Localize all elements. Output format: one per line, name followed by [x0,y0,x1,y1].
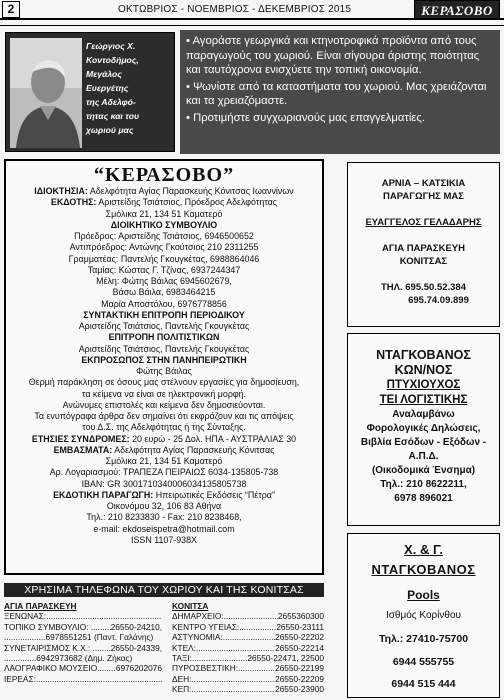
phone-number: 26550-24339, [110,642,162,653]
phone-label: ΔΕΗ: [172,673,192,684]
ad-line: Βιβλία Εσόδων - Εξόδων - [360,437,487,448]
masthead-line [6,445,322,456]
masthead-line-text: Τηλ.: 210 8233830 - Fax: 210 8238468, [86,512,242,523]
header-divider [0,22,504,26]
ad-phone: 6944 555755 [392,656,455,668]
phone-entry [172,684,324,694]
dot-leader [223,632,275,642]
phones-left-heading: ΑΓΙΑ ΠΑΡΑΣΚΕΥΗ [4,601,77,611]
dot-leader [191,674,275,684]
phones-left-list [4,611,162,684]
ad-phone: ΤΗΛ. 695.50.52.384 [380,282,467,293]
masthead-line-text: Σμόλικα 21, 134 51 Καματερό [105,208,223,219]
dot-leader [102,643,111,653]
page-number: 2 [2,1,20,18]
phone-label: ΚΤΕΛ: [172,642,196,653]
masthead-line-label: ΕΠΙΤΡΟΠΗ ΠΟΛΙΤΙΣΤΙΚΩΝ [108,332,220,343]
masthead-line [6,377,322,388]
ad-phone: 695.74.09.899 [408,295,469,306]
quote-line: της Αδελφό- [86,97,136,107]
ad-phone: 6978 896021 [394,493,453,504]
ad-line: ΝΤΑΓΚΟΒΑΝΟΣ [371,562,476,577]
masthead-line-label: ΔΙΟΙΚΗΤΙΚΟ ΣΥΜΒΟΥΛΙΟ [110,219,218,230]
ad-line: ΝΤΑΓΚΟΒΑΝΟΣ [376,348,471,362]
masthead-line-label: ΕΚΔΟΤΗΣ: [50,197,97,208]
masthead-line [6,422,322,433]
masthead-line-text: Μέλη: Φώτης Βάιλας 6945602679, [96,276,232,286]
masthead-line [6,265,322,276]
phone-number: 26550-22202 [275,632,324,643]
masthead-line [6,535,322,546]
masthead-line-text: Θερμή παράκληση σε όσους μας στέλνουν εργασίες για δημοσίευση, [28,377,300,388]
phone-number: ..................6978551251 (Παντ. Γαλάνης) [4,632,154,643]
ad-line: Χ. & Γ. [404,542,443,557]
dot-leader [239,622,276,632]
phone-number: 26550-22471, 22500 [247,653,324,664]
masthead-line [6,287,322,298]
dot-leader [46,611,162,621]
quote-line: Μεγάλος [86,69,122,79]
ad-pools [347,533,500,698]
masthead-line-text: Ανώνυμες επιστολές και κείμενα δεν δημοσιεύονται. [62,399,266,410]
masthead-logo: ΚΕΡΑΣΟΒΟ [414,0,500,19]
phone-label: ΔΗΜΑΡΧΕΙΟ: [172,611,224,622]
ad-line: ΕΥΑΓΓΕΛΟΣ ΓΕΛΑΔΑΡΗΣ [365,217,482,228]
dot-leader [100,622,111,632]
masthead-line [6,321,322,332]
dot-leader [238,663,275,673]
masthead-line [6,479,322,490]
masthead-line-text: Αδελφότητα Αγίας Παρασκευής Κόνιτσας Ιωαννίνων [87,186,294,196]
masthead-line-text: τα κείμενα να είναι σε ηλεκτρονική μορφή. [81,388,247,399]
ad-line: ΚΟΝΙΤΣΑΣ [399,256,448,267]
phone-entry [4,611,162,621]
masthead-line [6,501,322,512]
phone-number: 26550-22214 [275,642,324,653]
phone-label: ΚΕΝΤΡΟ ΥΓΕΙΑΣ: [172,621,240,632]
masthead-line [6,242,322,253]
masthead-line [6,186,322,197]
dot-leader [192,653,247,663]
masthead-line [6,411,322,422]
masthead-line [6,310,322,321]
phone-entry [172,663,324,673]
phone-number: 26550-24210, [110,621,162,632]
masthead-line [6,231,322,242]
phone-entry [4,643,162,653]
masthead-line-text: ISSN 1107-938X [131,534,197,545]
masthead-line-label: ΕΤΗΣΙΕΣ ΣΥΝΔΡΟΜΕΣ: [31,433,130,444]
promo-item: • Προτιμήστε συγχωριανούς μας επαγγελματίες. [186,111,426,124]
masthead-line [6,276,322,287]
masthead-line-text: Αριστείδης Τσιάτσιος, Παντελής Γκουγκέτας [78,321,250,331]
phone-entry [172,611,324,621]
masthead-line-text: IBAN: GR 3001710340006034135805738 [81,478,247,489]
masthead-line-text: Ηπειρωτικές Εκδόσεις “Πέτρα” [153,489,275,500]
ad-line: (Οικοδομικά Ένσημα) [371,465,476,476]
phones-title: ΧΡΗΣΙΜΑ ΤΗΛΕΦΩΝΑ ΤΟΥ ΧΩΡΙΟΥ ΚΑΙ ΤΗΣ ΚΟΝΙΤΣΑΣ [4,583,324,597]
promo-box [180,30,500,154]
masthead-line-label: ΙΔΙΟΚΤΗΣΙΑ: [34,186,88,196]
masthead-line [6,467,322,478]
masthead-line [6,512,322,523]
phones-right-heading: ΚΟΝΙΤΣΑ [172,601,209,611]
ad-line: ΤΕΙ ΛΟΓΙΣΤΙΚΗΣ [379,394,468,406]
masthead-line-text: Γραμματέας: Παντελής Γκουγκέτας, 6988864046 [68,253,260,264]
ad-line: ΠΤΥΧΙΟΥΧΟΣ [386,379,461,391]
promo-item: • Ψωνίστε από τα καταστήματα του χωριού. Μας χρειάζονται και τα χρειαζόμαστε. [186,80,487,107]
phones-right-list [172,611,324,694]
phone-entry [172,653,324,663]
masthead-line-text: Αντιπρόεδρος: Αντώνης Γκούτσιος 210 2311255 [69,242,259,253]
phone-label: ΛΑΟΓΡΑΦΙΚΟ ΜΟΥΣΕΙΟ [4,663,98,674]
phones-left-column [4,601,162,684]
masthead-line [6,389,322,400]
quote-line: Κοντοδήμος, [86,55,139,65]
masthead-line [6,254,322,265]
ad-lambs [347,162,500,327]
phone-entry [172,643,324,653]
ad-line: Ισθμός Κορίνθου [385,610,462,621]
phone-entry [172,622,324,632]
page-header [0,0,504,20]
masthead-line [6,344,322,355]
masthead-line-text: Αριστείδης Τσιάτσιος, Παντελής Γκουγκέτας [78,343,250,354]
masthead-line-text: Αριστείδης Τσιάτσιος, Πρόεδρος Αδελφότητας [96,197,278,208]
masthead-line-text: Μαρία Αποστόλου, 6976778856 [101,298,227,309]
ad-line: Φορολογικές Δηλώσεις, [366,423,481,434]
masthead-line-text: Τα ενυπόγραφα άρθρα δεν σημαίνει ότι εκφράζουν και τις απόψεις [34,411,294,421]
ad-line: ΚΩΝ/ΝΟΣ [394,363,453,377]
masthead-line [6,490,322,501]
masthead-line [6,400,322,411]
ad-line: Α.Π.Δ. [408,451,439,462]
phone-number: 26550-22209 [275,673,324,684]
ad-phone: Τηλ.: 27410-75700 [378,633,469,645]
phone-entry [4,632,162,642]
masthead-line [6,434,322,445]
masthead-title: “ΚΕΡΑΣΟΒΟ” [93,164,235,186]
quote-line: τητας και του [86,111,140,121]
masthead-line-text: Ταμίας: Κώστας Γ. Τζίνας, 6937244347 [87,264,241,275]
phone-label: ΤΑΞΙ: [172,653,192,664]
dot-leader [97,663,116,673]
phone-number: 26550-22199 [275,663,324,674]
ad-line: ΠΑΡΑΓΩΓΗΣ ΜΑΣ [383,191,464,202]
phone-label: ΚΕΠ: [172,684,192,695]
masthead-line [6,197,322,208]
phone-number: 6976202076 [115,663,162,674]
phone-entry [172,674,324,684]
phone-label: ΣΥΝΕΤΑΙΡΙΣΜΟΣ Κ.Χ.: .... [4,642,102,653]
masthead-line-label: ΕΜΒΑΣΜΑΤΑ: [53,444,113,455]
ad-phone: 6944 515 444 [391,678,456,690]
ad-accountant [347,333,500,526]
masthead-line-label: ΣΥΝΤΑΚΤΙΚΗ ΕΠΙΤΡΟΠΗ ΠΕΡΙΟΔΙΚΟΥ [83,309,245,320]
masthead-line-label: ΕΚΔΟΤΙΚΗ ΠΑΡΑΓΩΓΗ: [53,489,154,500]
portrait-photo [10,38,82,148]
masthead-line [6,299,322,310]
masthead-line [6,332,322,343]
masthead-line-text: Φώτης Βάιλας [136,366,192,376]
phone-entry [4,622,162,632]
phone-number: ..............6942973682 (Δημ. Ζήκας) [4,653,133,664]
dedication-text [86,39,174,137]
phone-number: 26550-23900 [275,684,324,695]
quote-line: Ευεργέτης [86,83,129,93]
masthead-line [6,220,322,231]
ad-line: Αναλαμβάνω [392,409,455,420]
ad-line: Pools [407,588,440,602]
masthead-line-text: e-mail: ekdoseispetra@hotmail.com [93,523,235,534]
quote-line: Γεώργιος Χ. [86,41,136,51]
dot-leader [36,674,162,684]
masthead-line-text: Πρόεδρος: Αριστείδης Τσιάτσιος, 6946500652 [74,231,254,241]
phone-entry [4,663,162,673]
masthead-line-text: 20 ευρώ - 25 Δολ. ΗΠΑ - ΑΥΣΤΡΑΛΙΑΣ 30 [129,433,297,444]
masthead-line-text: Σμόλικα 21, 134 51 Καματερό [105,456,223,466]
dot-leader [191,684,275,694]
quote-line: χωριού μας [86,125,134,135]
masthead-line [6,355,322,366]
ad-phone: Τηλ.: 210 8622211, [380,479,467,490]
phone-entry [4,674,162,684]
masthead-box [4,159,324,575]
masthead-line [6,366,322,377]
masthead-line-text: του Δ.Σ. της Αδελφότητας ή της Σύνταξης. [82,422,246,433]
dedication-box [5,32,175,152]
issue-date: ΟΚΤΩΒΡΙΟΣ - ΝΟΕΜΒΡΙΟΣ - ΔΕΚΕΜΒΡΙΟΣ 2015 [118,4,352,15]
masthead-line [6,456,322,467]
phone-label: ΠΥΡΟΣΒΕΣΤΙΚΗ: [172,663,239,674]
dot-leader [224,611,278,621]
phone-label: ΤΟΠΙΚΟ ΣΥΜΒΟΥΛΙΟ: .... [4,621,101,632]
masthead-line [6,209,322,220]
phone-number: 26550-23111 [276,621,324,632]
phones-right-column [172,601,324,695]
dot-leader [196,643,275,653]
phone-number: 2655360300 [277,611,324,622]
phone-entry [4,653,162,663]
phone-entry [172,632,324,642]
masthead-line-label: ΕΚΠΡΟΣΩΠΟΣ ΣΤΗΝ ΠΑΝΗΠΕΙΡΩΤΙΚΗ [81,354,247,365]
phone-label: ΑΣΤΥΝΟΜΙΑ: [172,632,223,643]
ad-line: ΑΡΝΙΑ – ΚΑΤΣΙΚΙΑ [381,178,466,189]
phone-label: ΞΕΝΩΝΑΣ: [4,611,47,622]
masthead-lines [6,186,322,546]
masthead-line-text: Αδελφότητα Αγίας Παρασκευής Κόνιτσας [112,444,275,455]
masthead-line [6,524,322,535]
phone-label: ΙΕΡΕΑΣ: [4,673,36,684]
ad-line: ΑΓΙΑ ΠΑΡΑΣΚΕΥΗ [381,243,466,254]
promo-item: • Αγοράστε γεωργικά και κτηνοτροφικά προϊόντα από τους παραγωγούς του χωριού. Είναι σίγουρα άριστης ποιότητας και ταυτόχρονα ενισχύετε την τοπική οικονομία. [186,35,480,76]
masthead-line-text: Βάσω Βάιλα, 6983464215 [112,287,216,298]
masthead-line-text: Οικονόμου 32, 106 83 Αθήνα [106,501,222,511]
masthead-line-text: Αρ. Λογαριασμού: ΤΡΑΠΕΖΑ ΠΕΙΡΑΙΩΣ 6034-135805-738 [49,467,279,478]
